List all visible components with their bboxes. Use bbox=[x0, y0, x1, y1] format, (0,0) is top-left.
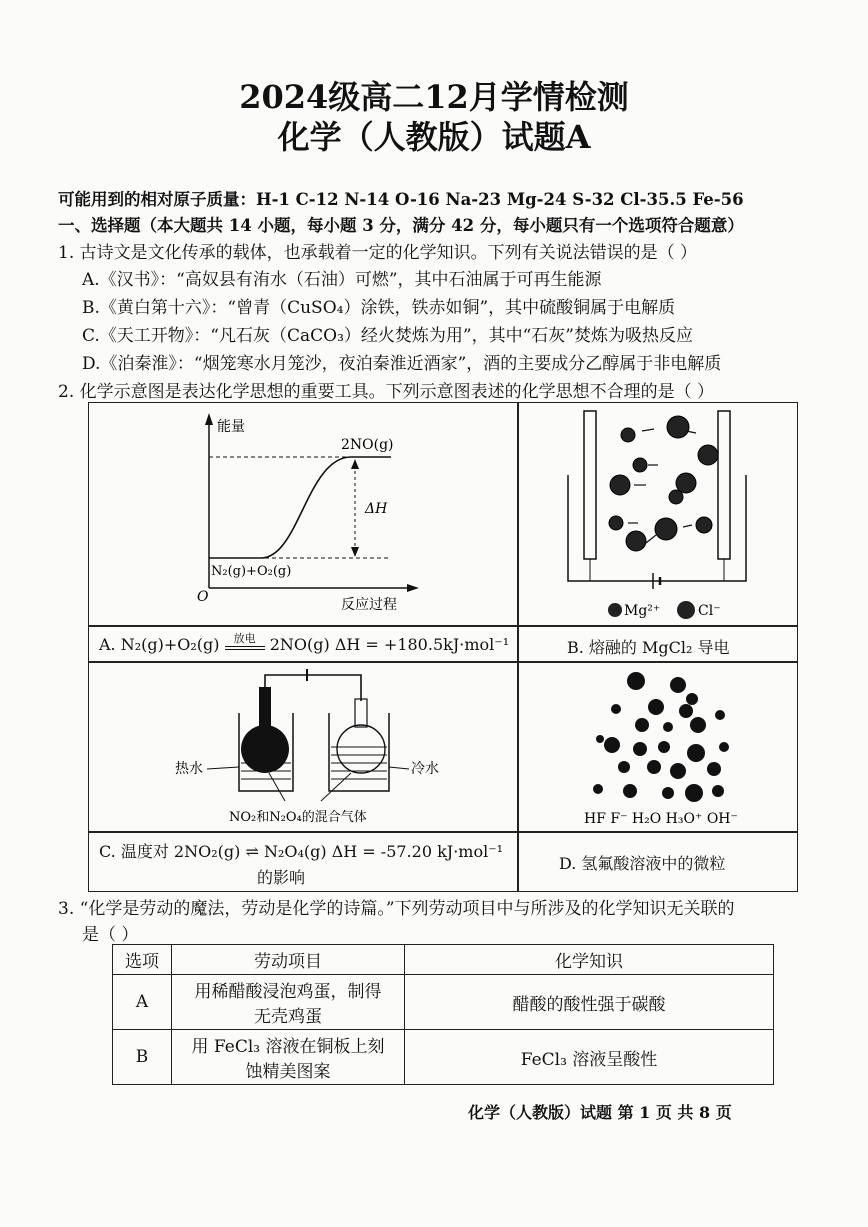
row-option: A bbox=[113, 975, 172, 1030]
row-project-line2: 蚀精美图案 bbox=[245, 1062, 331, 1082]
q2-figure-grid bbox=[88, 402, 798, 892]
panel-a-condition: 放电 bbox=[233, 632, 256, 645]
row-project bbox=[172, 975, 405, 1030]
header-knowledge: 化学知识 bbox=[405, 945, 774, 975]
q1-stem: 1. 古诗文是文化传承的载体，也承载着一定的化学知识。下列有关说法错误的是（ ） bbox=[58, 243, 698, 263]
q3-stem-line1: 3. “化学是劳动的魔法，劳动是化学的诗篇。”下列劳动项目中与所涉及的化学知识无关联的 bbox=[58, 899, 735, 919]
legend-mg: Mg²⁺ bbox=[624, 603, 661, 619]
panel-b-caption: B. 熔融的 MgCl₂ 导电 bbox=[567, 638, 730, 657]
electrolysis-diagram bbox=[518, 403, 796, 625]
panel-c-caption-1: C. 温度对 2NO₂(g) ⇌ N₂O₄(g) ΔH = -57.20 kJ·mol⁻¹ bbox=[99, 842, 504, 861]
particle-legend: HF F⁻ H₂O H₃O⁺ OH⁻ bbox=[584, 811, 738, 827]
panel-a-caption bbox=[99, 632, 510, 654]
row-option: B bbox=[113, 1030, 172, 1085]
row-project-line2: 无壳鸡蛋 bbox=[254, 1007, 322, 1027]
panel-d-caption: D. 氢氟酸溶液中的微粒 bbox=[559, 854, 726, 873]
q2-stem: 2. 化学示意图是表达化学思想的重要工具。下列示意图表述的化学思想不合理的是（ ） bbox=[58, 382, 715, 402]
q1-option-a: A.《汉书》：“高奴县有洧水（石油）可燃”，其中石油属于可再生能源 bbox=[82, 270, 602, 290]
q3-table bbox=[112, 944, 774, 1085]
temperature-flask-diagram bbox=[89, 663, 517, 831]
hot-water-label: 热水 bbox=[175, 761, 203, 777]
section-heading: 一、选择题（本大题共 14 小题，每小题 3 分，满分 42 分，每小题只有一个选项符合题意） bbox=[58, 216, 744, 235]
page-footer: 化学（人教版）试题 第 1 页 共 8 页 bbox=[468, 1103, 732, 1122]
row-knowledge: 醋酸的酸性强于碳酸 bbox=[405, 975, 774, 1030]
table-row bbox=[113, 975, 774, 1030]
q3-stem-line2: 是（ ） bbox=[82, 925, 139, 945]
header-option: 选项 bbox=[113, 945, 172, 975]
row-project bbox=[172, 1030, 405, 1085]
q1-option-c: C.《天工开物》：“凡石灰（CaCO₃）经火焚炼为用”，其中“石灰”焚炼为吸热反应 bbox=[82, 326, 693, 346]
delta-h-label: ΔH bbox=[365, 501, 388, 517]
header-project: 劳动项目 bbox=[172, 945, 405, 975]
mixed-gas-label: NO₂和N₂O₄的混合气体 bbox=[229, 810, 367, 825]
origin-label: O bbox=[197, 589, 209, 605]
row-project-line1: 用稀醋酸浸泡鸡蛋，制得 bbox=[194, 982, 382, 1002]
energy-axis-label: 能量 bbox=[217, 419, 245, 435]
exam-title: 2024级高二12月学情检测 bbox=[239, 78, 629, 116]
reaction-axis-label: 反应过程 bbox=[341, 597, 397, 613]
table-row bbox=[113, 1030, 774, 1085]
row-knowledge: FeCl₃ 溶液呈酸性 bbox=[405, 1030, 774, 1085]
atomic-masses: 可能用到的相对原子质量：H-1 C-12 N-14 O-16 Na-23 Mg-24 S-32 Cl-35.5 Fe-56 bbox=[58, 190, 744, 209]
hydrofluoric-particles-diagram bbox=[518, 663, 796, 831]
row-project-line1: 用 FeCl₃ 溶液在铜板上刻 bbox=[191, 1037, 385, 1057]
legend-cl: Cl⁻ bbox=[698, 603, 721, 619]
panel-a-caption-right: 2NO(g) ΔH = +180.5kJ·mol⁻¹ bbox=[269, 635, 510, 654]
energy-diagram bbox=[89, 403, 517, 625]
reactant-label: N₂(g)+O₂(g) bbox=[211, 564, 292, 579]
q1-option-b: B.《黄白第十六》：“曾青（CuSO₄）涂铁，铁赤如铜”，其中硫酸铜属于电解质 bbox=[82, 298, 676, 318]
panel-c-caption-2: 的影响 bbox=[257, 868, 306, 887]
cold-water-label: 冷水 bbox=[411, 761, 439, 777]
product-label: 2NO(g) bbox=[341, 437, 394, 453]
q1-option-d: D.《泊秦淮》：“烟笼寒水月笼沙，夜泊秦淮近酒家”，酒的主要成分乙醇属于非电解质 bbox=[82, 354, 722, 374]
panel-a-caption-left: A. N₂(g)+O₂(g) bbox=[99, 635, 220, 654]
exam-subtitle: 化学（人教版）试题A bbox=[277, 118, 591, 156]
